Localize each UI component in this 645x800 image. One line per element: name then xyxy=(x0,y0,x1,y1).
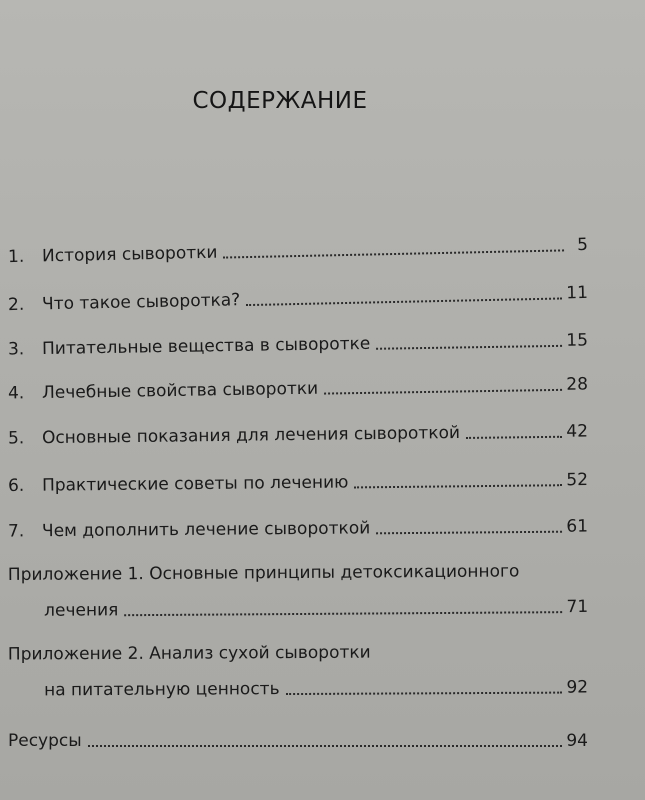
toc-entry-number: 1. xyxy=(7,246,25,268)
toc-entry-title-continuation: на питательную ценность xyxy=(44,679,280,701)
toc-entry-6 xyxy=(8,469,588,497)
dot-leader xyxy=(376,345,562,350)
toc-entry-title: История сыворотки xyxy=(41,242,218,267)
toc-entry-title: Основные показания для лечения сывороткой xyxy=(41,423,461,449)
toc-appendix-1 xyxy=(8,560,588,622)
toc-entry-number: 7. xyxy=(7,521,25,542)
toc-entry-3 xyxy=(8,329,588,360)
toc-entry-title: Что такое сыворотка? xyxy=(41,290,241,315)
toc-entry-2 xyxy=(8,282,588,316)
toc-page-number: 15 xyxy=(566,330,589,351)
dot-leader xyxy=(246,297,562,306)
toc-entry-title: Ресурсы xyxy=(8,731,82,751)
dot-leader xyxy=(224,249,565,258)
toc-entry-title: Приложение 2. Анализ сухой сыворотки xyxy=(7,642,371,665)
toc-appendix-2 xyxy=(8,640,588,701)
toc-entry-title: Питательные вещества в сыворотке xyxy=(41,333,371,360)
toc-page-number: 92 xyxy=(566,677,589,698)
page-title: СОДЕРЖАНИЕ xyxy=(192,88,368,114)
toc-page-number: 94 xyxy=(566,731,588,751)
toc-entry-title: Приложение 1. Основные принципы детоксикационного xyxy=(7,561,520,586)
toc-entry-4 xyxy=(8,373,588,404)
toc-page-number: 5 xyxy=(576,234,589,256)
toc-page-number: 61 xyxy=(566,516,589,537)
toc-entry-title: Лечебные свойства сыворотки xyxy=(41,378,319,404)
toc-entry-1 xyxy=(8,234,588,268)
toc-page-number: 71 xyxy=(566,596,589,618)
toc-entry-number: 4. xyxy=(7,383,25,404)
dot-leader xyxy=(88,745,563,747)
dot-leader xyxy=(324,389,562,395)
toc-entry-title: Практические советы по лечению xyxy=(41,472,349,496)
toc-page-number: 52 xyxy=(566,469,589,491)
dot-leader xyxy=(354,484,562,488)
toc-entry-number: 3. xyxy=(7,339,25,360)
toc-page-number: 28 xyxy=(566,374,589,395)
dot-leader xyxy=(286,692,563,695)
toc-entry-title: Чем дополнить лечение сывороткой xyxy=(41,518,371,542)
dot-leader xyxy=(466,436,562,439)
toc-resources xyxy=(8,730,588,752)
toc-entry-number: 5. xyxy=(7,428,25,449)
toc-entry-number: 6. xyxy=(7,475,25,497)
toc-entry-title-continuation: лечения xyxy=(44,600,119,621)
toc-page-number: 42 xyxy=(566,421,589,442)
toc-entry-5 xyxy=(8,420,588,449)
toc-entry-7 xyxy=(8,515,588,542)
toc-page-number: 11 xyxy=(566,282,589,304)
dot-leader xyxy=(376,531,562,535)
dot-leader xyxy=(124,611,562,616)
toc-entry-number: 2. xyxy=(7,294,25,316)
